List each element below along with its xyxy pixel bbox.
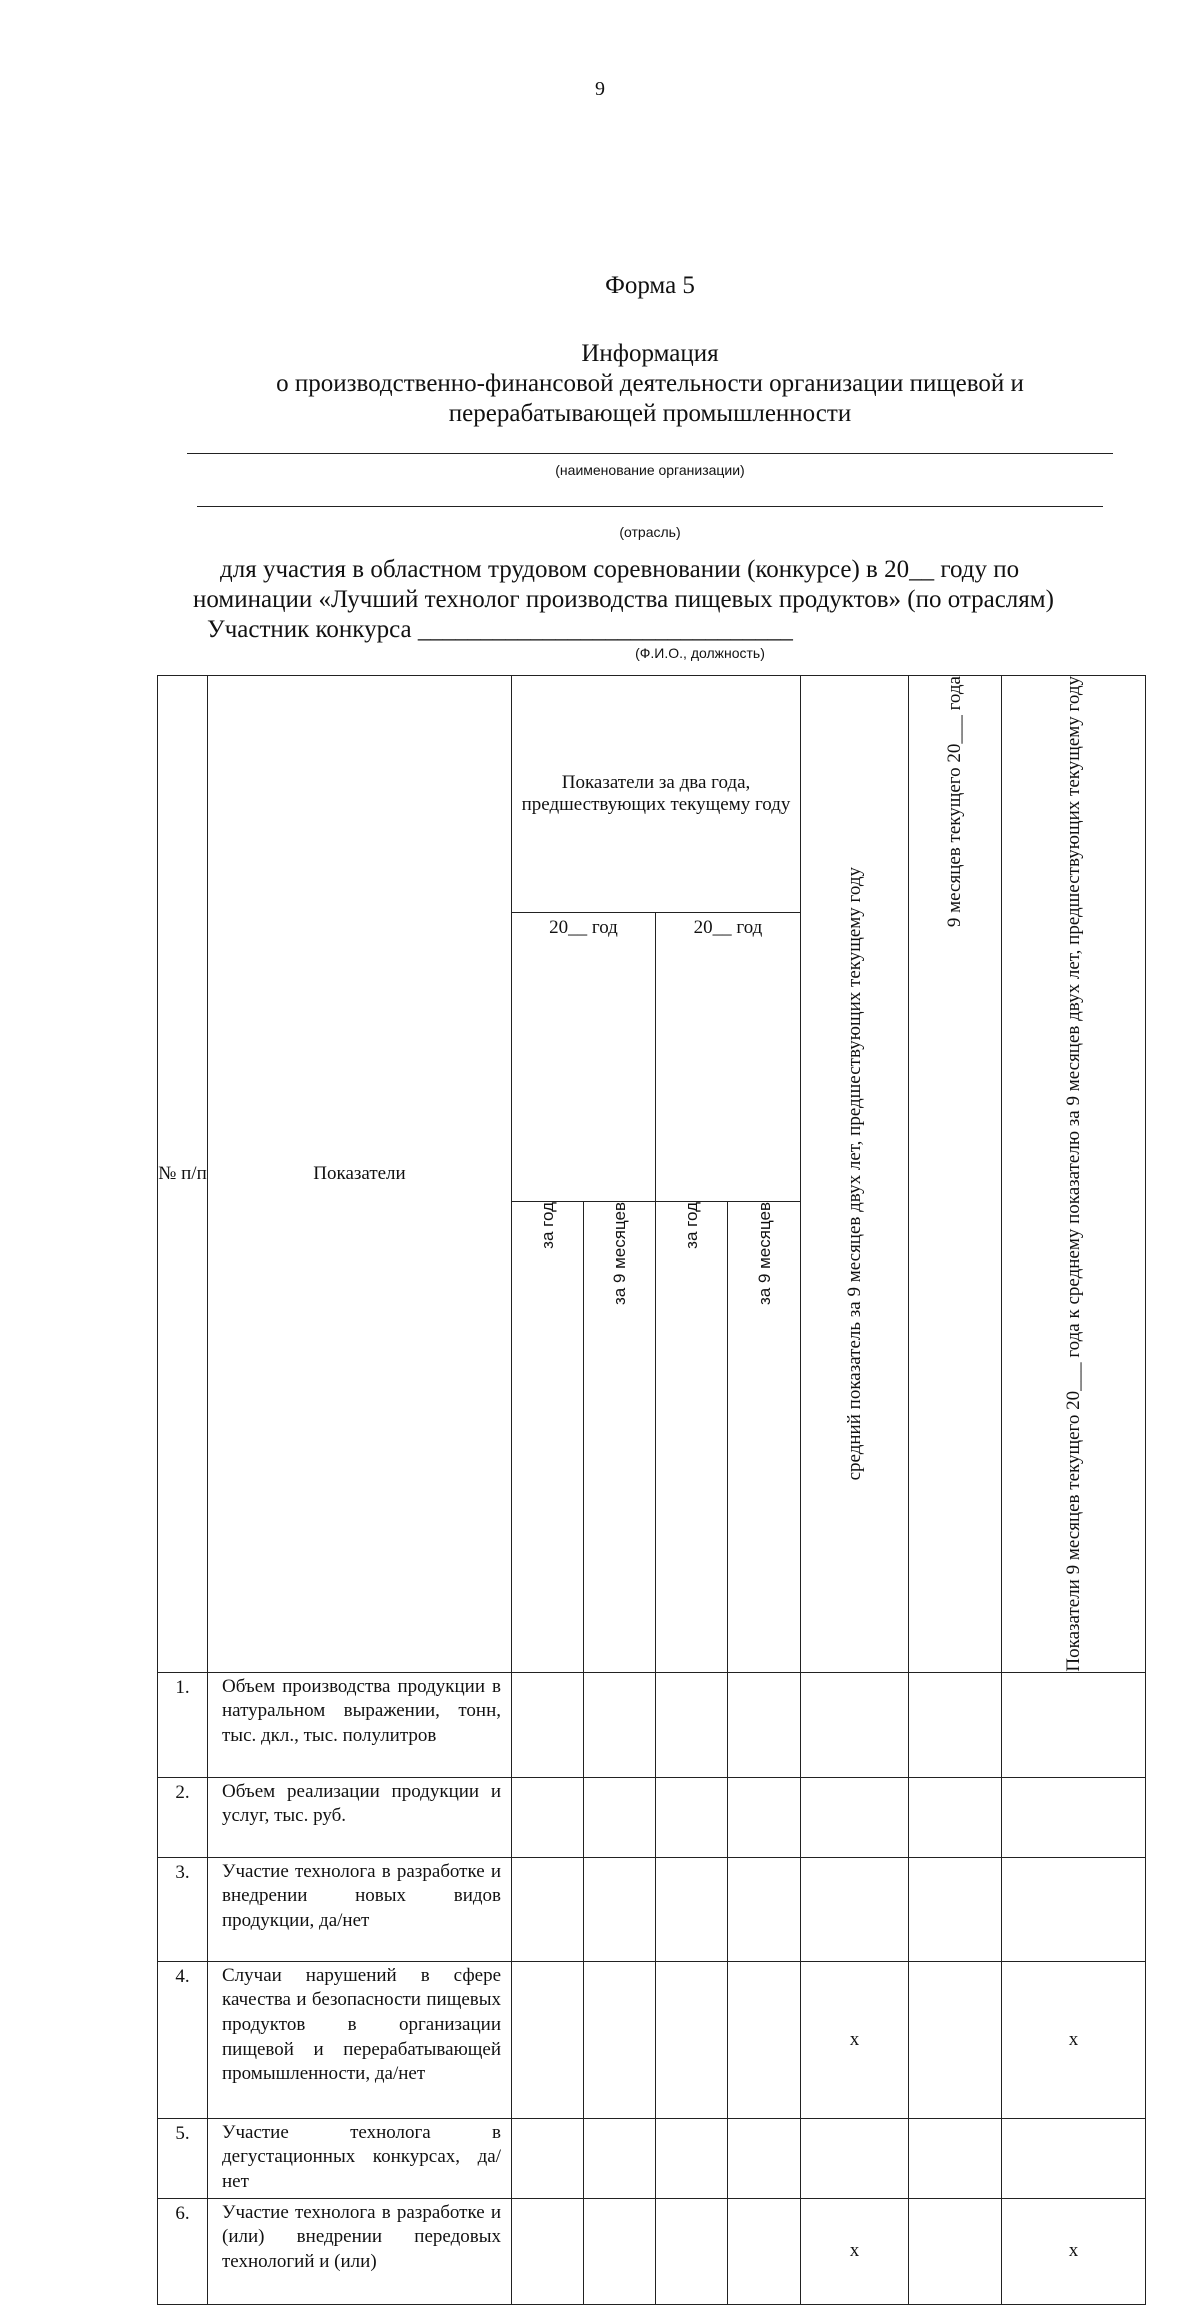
header-num: № п/п (158, 676, 208, 1673)
value-cell[interactable] (656, 1961, 728, 2118)
value-cell[interactable] (728, 2198, 801, 2304)
value-cell[interactable] (909, 1672, 1002, 1777)
row-indicator: Участие технолога в дегустационных конкурсах, да/нет (208, 2118, 512, 2198)
row-number: 4. (158, 1961, 208, 2118)
ratio-cell[interactable] (1002, 1777, 1146, 1857)
row-indicator: Объем реализации продукции и услуг, тыс. руб. (208, 1777, 512, 1857)
page-number: 9 (595, 78, 605, 100)
row-indicator: Случаи нарушений в сфере качества и безопасности пищевых продуктов в организации пищевой и перерабатывающей промышленности, да/нет (208, 1961, 512, 2118)
title-line: о производственно-финансовой деятельности организации пищевой и (276, 370, 1024, 397)
header-avg: средний показатель за 9 месяцев двух лет, предшествующих текущему году (801, 676, 909, 1673)
value-cell[interactable] (656, 2198, 728, 2304)
fio-caption: (Ф.И.О., должность) (635, 645, 765, 661)
row-number: 1. (158, 1672, 208, 1777)
row-indicator: Участие технолога в разработке и внедрении новых видов продукции, да/нет (208, 1857, 512, 1961)
organization-caption: (наименование организации) (555, 462, 745, 478)
row-number: 3. (158, 1857, 208, 1961)
header-per-9-months: за 9 месяцев (728, 1202, 801, 1672)
value-cell[interactable] (909, 1857, 1002, 1961)
avg-cell[interactable] (801, 1857, 909, 1961)
header-year-a: 20__ год (512, 913, 656, 1202)
value-cell[interactable] (909, 1961, 1002, 2118)
table-row (158, 1672, 1146, 1777)
avg-cell[interactable] (801, 2118, 909, 2198)
avg-cell[interactable] (801, 1777, 909, 1857)
title-line: Информация (581, 340, 719, 367)
value-cell[interactable] (728, 2118, 801, 2198)
ratio-cell[interactable]: х (1002, 2198, 1146, 2304)
header-two-years: Показатели за два года, предшествующих текущему году (512, 676, 801, 913)
value-cell[interactable] (512, 1857, 584, 1961)
avg-cell[interactable]: х (801, 1961, 909, 2118)
participant-line: Участник конкурса ______________________________ (207, 616, 793, 643)
value-cell[interactable] (512, 2118, 584, 2198)
ratio-cell[interactable] (1002, 1672, 1146, 1777)
header-year-b: 20__ год (656, 913, 801, 1202)
ratio-cell[interactable]: х (1002, 1961, 1146, 2118)
organization-name-line[interactable] (187, 453, 1113, 454)
avg-cell[interactable]: х (801, 2198, 909, 2304)
value-cell[interactable] (728, 1961, 801, 2118)
avg-cell[interactable] (801, 1672, 909, 1777)
indicators-table (157, 675, 1146, 2305)
value-cell[interactable] (584, 1777, 656, 1857)
branch-caption: (отрасль) (619, 524, 681, 540)
value-cell[interactable] (584, 1961, 656, 2118)
row-number: 2. (158, 1777, 208, 1857)
paragraph-line: номинации «Лучший технолог производства пищевых продуктов» (по отраслям) (193, 586, 1054, 613)
row-indicator: Объем производства продукции в натуральном выражении, тонн, тыс. дкл., тыс. полулитров (208, 1672, 512, 1777)
value-cell[interactable] (909, 2118, 1002, 2198)
table-row (158, 1857, 1146, 1961)
table-row (158, 1961, 1146, 2118)
value-cell[interactable] (909, 2198, 1002, 2304)
header-current-9: 9 месяцев текущего 20___ года (909, 676, 1002, 1673)
value-cell[interactable] (656, 2118, 728, 2198)
value-cell[interactable] (584, 2198, 656, 2304)
table-row (158, 1777, 1146, 1857)
value-cell[interactable] (584, 2118, 656, 2198)
value-cell[interactable] (728, 1857, 801, 1961)
header-ratio: Показатели 9 месяцев текущего 20___ года к среднему показателю за 9 месяцев двух лет, предшествующих текущему году (1002, 676, 1146, 1673)
value-cell[interactable] (512, 2198, 584, 2304)
header-per-year: за год (656, 1202, 728, 1672)
paragraph-line: для участия в областном трудовом соревновании (конкурсе) в 20__ году по (220, 556, 1020, 583)
form-label: Форма 5 (605, 272, 695, 299)
row-number: 6. (158, 2198, 208, 2304)
value-cell[interactable] (728, 1672, 801, 1777)
value-cell[interactable] (656, 1672, 728, 1777)
ratio-cell[interactable] (1002, 1857, 1146, 1961)
value-cell[interactable] (512, 1672, 584, 1777)
value-cell[interactable] (584, 1857, 656, 1961)
table-row (158, 2198, 1146, 2304)
value-cell[interactable] (512, 1961, 584, 2118)
value-cell[interactable] (656, 1857, 728, 1961)
header-per-9-months: за 9 месяцев (584, 1202, 656, 1672)
header-indicators: Показатели (208, 676, 512, 1673)
value-cell[interactable] (512, 1777, 584, 1857)
branch-line[interactable] (197, 506, 1103, 507)
header-per-year: за год (512, 1202, 584, 1672)
value-cell[interactable] (728, 1777, 801, 1857)
row-indicator: Участие технолога в разработке и (или) внедрении передовых технологий и (или) (208, 2198, 512, 2304)
row-number: 5. (158, 2118, 208, 2198)
value-cell[interactable] (656, 1777, 728, 1857)
table-row (158, 2118, 1146, 2198)
ratio-cell[interactable] (1002, 2118, 1146, 2198)
title-line: перерабатывающей промышленности (448, 400, 852, 427)
value-cell[interactable] (909, 1777, 1002, 1857)
value-cell[interactable] (584, 1672, 656, 1777)
